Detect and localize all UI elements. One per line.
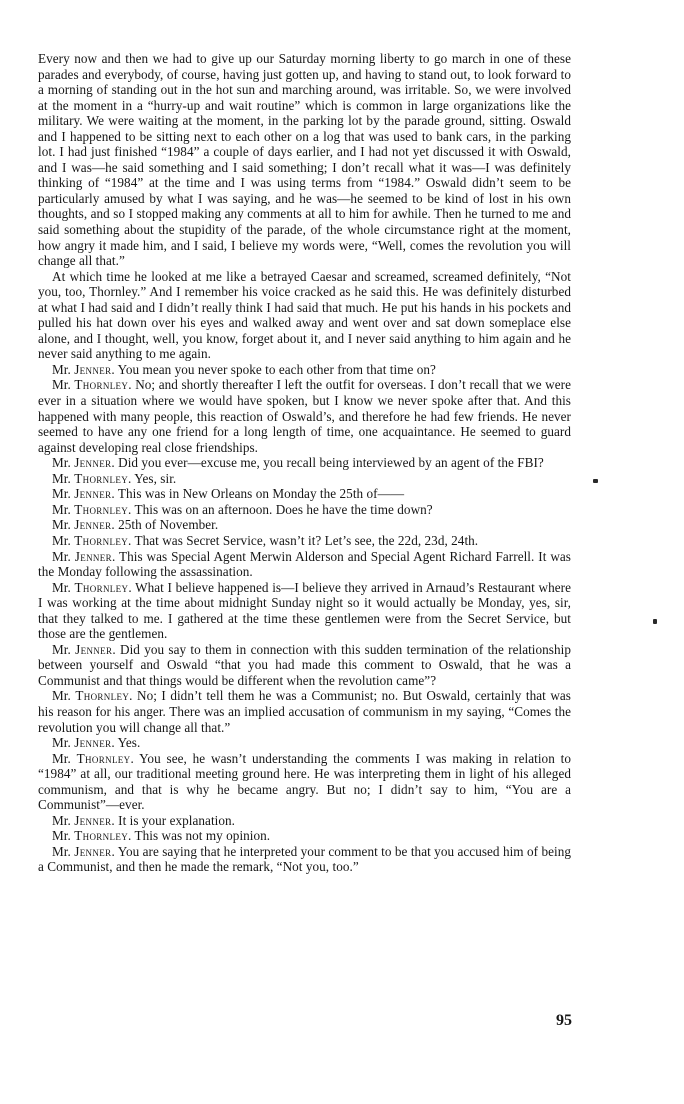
dialogue-paragraph: Mr. Thornley. You see, he wasn’t understanding the comments I was making in relation to “1984” at all, our traditional meeting ground here. He was interpreting them in light of his alleged communism, and that is why he became angry. But no; I didn’t say to him, “You are a Communist”—ever.	[38, 750, 571, 813]
speaker-label: Mr. Thornley.	[52, 579, 132, 595]
speaker-surname: Thornley	[74, 828, 129, 844]
dialogue-paragraph: Mr. Jenner. 25th of November.	[52, 517, 219, 533]
ink-speck	[653, 619, 657, 624]
speaker-label: Mr. Jenner.	[52, 641, 116, 657]
dialogue-paragraph: Mr. Jenner. Did you ever—excuse me, you recall being interviewed by an agent of the FBI?	[52, 455, 544, 471]
speaker-surname: Jenner	[74, 843, 112, 859]
dialogue-paragraph: Mr. Jenner. You are saying that he interpreted your comment to be that you accused him of being a Communist, and then he made the remark, “Not you, too.”	[38, 843, 571, 875]
dialogue-paragraph: Mr. Thornley. What I believe happened is—I believe they arrived in Arnaud’s Restaurant where I was working at the time about midnight Sunday night so it would actually be Monday, yes, sir, that they talked to me. I gathered at the time these gentlemen were from the Secret Service, but those are the gentlemen.	[38, 579, 571, 642]
dialogue-paragraph: Mr. Jenner. You mean you never spoke to each other from that time on?	[52, 361, 436, 377]
dialogue-paragraph: Mr. Thornley. This was not my opinion.	[52, 828, 271, 844]
speaker-surname: Jenner	[74, 735, 112, 751]
narrative-paragraph: At which time he looked at me like a betrayed Caesar and screamed, screamed definitely, “Not you, too, Thornley.” And I remember his voice cracked as he said this. He was definitely disturbed at what I had said and I didn’t really think I had said that much. He put his hands in his pockets and pulled his hat down over his eyes and walked away and went over and sat down someplace else alone, and I thought, well, you know, forget about it, and I never said anything to him again and he never said anything to me again.	[38, 268, 571, 362]
speaker-surname: Thornley	[74, 470, 129, 486]
speaker-surname: Jenner	[74, 486, 112, 502]
speaker-label: Mr. Thornley.	[52, 750, 134, 766]
dialogue-paragraph: Mr. Jenner. Did you say to them in connection with this sudden termination of the relationship between yourself and Oswald “that you had made this comment to Oswald, that he was a Communist and that things would be different when the revolution came”?	[38, 641, 571, 688]
speaker-label: Mr. Jenner.	[52, 361, 115, 377]
speaker-label: Mr. Jenner.	[52, 843, 115, 859]
speaker-surname: Jenner	[75, 641, 113, 657]
speaker-label: Mr. Thornley.	[52, 377, 132, 393]
ink-speck	[593, 479, 598, 483]
dialogue-paragraph: Mr. Jenner. This was in New Orleans on Monday the 25th of——	[52, 486, 405, 502]
speaker-label: Mr. Jenner.	[52, 735, 115, 751]
speaker-surname: Thornley	[74, 501, 129, 517]
narrative-paragraph: Every now and then we had to give up our Saturday morning liberty to go march in one of these parades and everybody, of course, having just gotten up, and having to stand out, to look forward to a morning of standing out in the hot sun and marching around, was irritable. So, we were involved at the moment in a “hurry-up and wait routine” which is common in large organizations like the military. We were waiting at the moment, in the parking lot by the parade ground, sitting. Oswald and I happened to be sitting next to each other on a log that was used to bank cars, in the parking lot. I had just finished “1984” a couple of days earlier, and I had not yet discussed it with Oswald, and I was—he said something and I said something; I don’t recall what it was—I was definitely thinking of “1984” at the time and I was using terms from “1984.” Oswald didn’t seem to be particularly amused by what I was saying, and he was—he seemed to be kind of lost in his own thoughts, and so I stopped making any comments at all to him for awhile. Then he turned to me and said something about the stupidity of the parade, of the whole circumstance right at the moment, how angry it made him, and I said, I believe my words were, “Well, comes the revolution you will change all that.”	[38, 51, 571, 269]
speaker-surname: Thornley	[74, 377, 129, 393]
dialogue-paragraph: Mr. Jenner. It is your explanation.	[52, 812, 236, 828]
dialogue-paragraph: Mr. Thornley. No; I didn’t tell them he was a Communist; no. But Oswald, certainly that was his reason for his anger. There was an implied accusation of communism in my saying, “Comes the revolution you will change all that.”	[38, 688, 571, 735]
speaker-label: Mr. Jenner.	[52, 548, 116, 564]
dialogue-paragraph: Mr. Thornley. This was on an afternoon. Does he have the time down?	[52, 501, 433, 517]
speaker-label: Mr. Thornley.	[52, 532, 132, 548]
speaker-label: Mr. Thornley.	[52, 501, 132, 517]
dialogue-paragraph: Mr. Thornley. Yes, sir.	[52, 470, 177, 486]
speaker-label: Mr. Jenner.	[52, 517, 115, 533]
speaker-surname: Thornley	[74, 579, 129, 595]
dialogue-paragraph: Mr. Jenner. This was Special Agent Merwin Alderson and Special Agent Richard Farrell. It was the Monday following the assassination.	[38, 548, 571, 580]
speaker-surname: Jenner	[74, 517, 112, 533]
speaker-surname: Jenner	[74, 548, 112, 564]
speaker-surname: Thornley	[74, 532, 129, 548]
dialogue-paragraph: Mr. Thornley. No; and shortly thereafter I left the outfit for overseas. I don’t recall that we were ever in a situation where we would have spoken, but I know we never spoke after that. And this happened with many people, this reaction of Oswald’s, and therefore he had few friends. He never seemed to have any one friend for a long length of time, one acquaintance. He seemed to guard against developing real close friendships.	[38, 377, 571, 455]
speaker-label: Mr. Jenner.	[52, 486, 115, 502]
dialogue-paragraph: Mr. Thornley. That was Secret Service, wasn’t it? Let’s see, the 22d, 23d, 24th.	[52, 532, 479, 548]
speaker-surname: Thornley	[76, 750, 131, 766]
speaker-label: Mr. Jenner.	[52, 812, 115, 828]
testimony-text	[38, 51, 571, 875]
speaker-surname: Jenner	[74, 455, 112, 471]
speaker-surname: Jenner	[74, 361, 112, 377]
page-number: 95	[556, 1012, 572, 1029]
speaker-label: Mr. Thornley.	[52, 688, 133, 704]
dialogue-paragraph: Mr. Jenner. Yes.	[52, 735, 141, 751]
speaker-label: Mr. Jenner.	[52, 455, 115, 471]
speaker-label: Mr. Thornley.	[52, 828, 132, 844]
speaker-label: Mr. Thornley.	[52, 470, 132, 486]
speaker-surname: Thornley	[75, 688, 130, 704]
speaker-surname: Jenner	[74, 812, 112, 828]
